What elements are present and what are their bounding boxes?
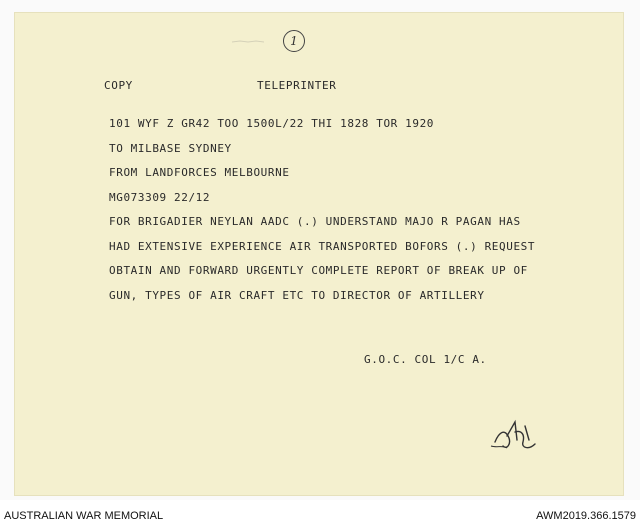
faint-stamp-mark [230,36,270,46]
page-number: 1 [290,34,298,48]
message-line-7: OBTAIN AND FORWARD URGENTLY COMPLETE REPORT OF BREAK UP OF [109,264,528,277]
header-copy: COPY [104,79,133,92]
signoff: G.O.C. COL 1/C A. [364,353,487,366]
message-line-8: GUN, TYPES OF AIR CRAFT ETC TO DIRECTOR OF ARTILLERY [109,289,485,302]
handwritten-signature [485,410,545,460]
message-line-2: TO MILBASE SYDNEY [109,142,232,155]
page-number-circle [283,30,305,52]
footer-institution: AUSTRALIAN WAR MEMORIAL [4,510,164,522]
message-line-4: MG073309 22/12 [109,191,211,204]
message-line-1: 101 WYF Z GR42 TOO 1500L/22 THI 1828 TOR 1920 [109,117,435,130]
message-line-3: FROM LANDFORCES MELBOURNE [109,166,290,179]
header-teleprinter: TELEPRINTER [257,79,337,92]
footer-accession-number: AWM2019.366.1579 [536,510,636,522]
message-line-6: HAD EXTENSIVE EXPERIENCE AIR TRANSPORTED BOFORS (.) REQUEST [109,240,536,253]
message-line-5: FOR BRIGADIER NEYLAN AADC (.) UNDERSTAND MAJO R PAGAN HAS [109,215,521,228]
